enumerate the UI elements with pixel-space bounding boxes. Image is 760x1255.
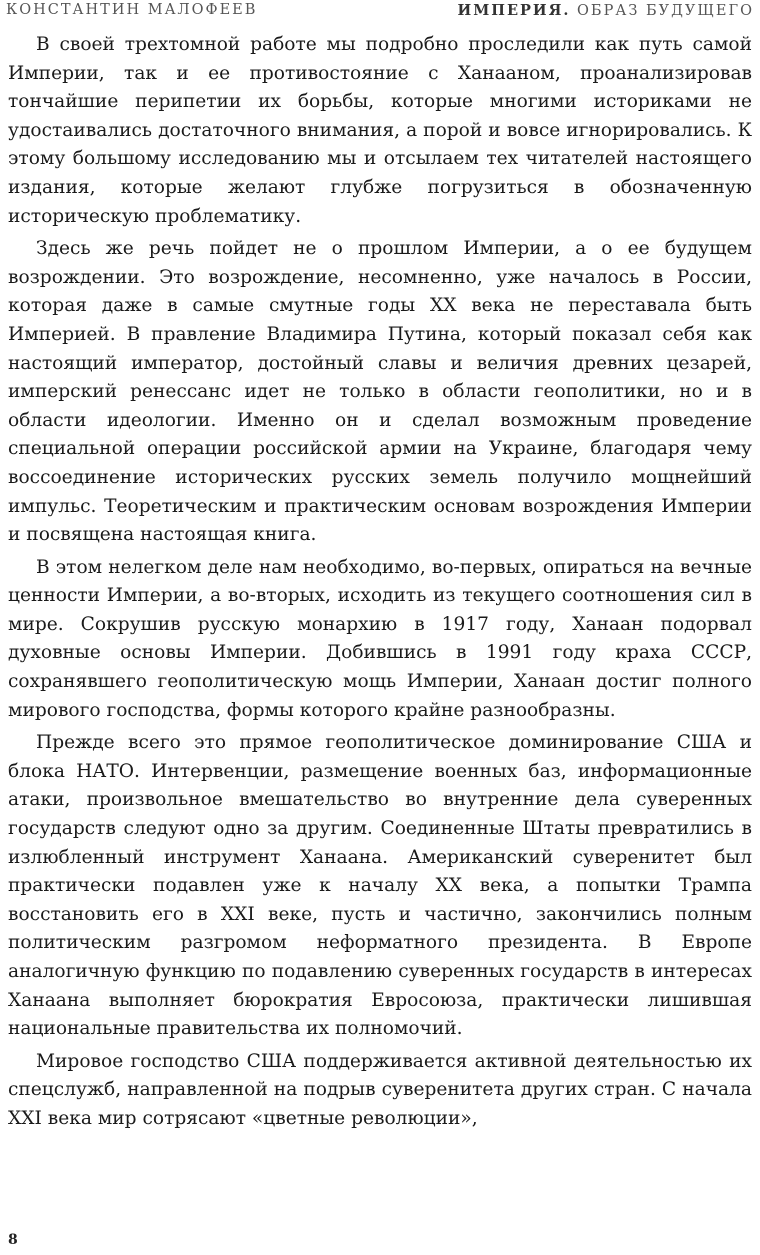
header-author: КОНСТАНТИН МАЛОФЕЕВ [6,2,258,18]
page-body-text [8,31,752,1134]
page-number: 8 [8,1232,18,1248]
header-book-title [458,2,755,19]
paragraph: В своей трехтомной работе мы подробно проследили как путь самой Империи, так и ее противостояние с Ханааном, проанализировав тончайшие перипетии их борьбы, которые многими историками не удостаивались достаточного внимания, а порой и вовсе игнорировались. К этому большому исследованию мы и отсылаем тех читателей настоящего издания, которые желают глубже погрузиться в обозначенную историческую проблематику. [8,34,752,227]
paragraph: Мировое господство США поддерживается активной деятельностью их спецслужб, направленной на подрыв суверенитета других стран. С начала XXI века мир сотрясают «цветные революции», [8,1050,752,1129]
paragraph: Прежде всего это прямое геополитическое доминирование США и блока НАТО. Интервенции, размещение военных баз, информационные атаки, произвольное вмешательство во внутренние дела суверенных государств следуют одно за другим. Соединенные Штаты превратились в излюбленный инструмент Ханаана. Американский суверенитет был практически подавлен уже к началу XX века, а попытки Трампа восстановить его в XXI веке, пусть и частично, закончились полным политическим разгромом неформатного президента. В Европе аналогичную функцию по подавлению суверенных государств в интересах Ханаана выполняет бюрократия Евросоюза, практически лишившая национальные правительства их полномочий. [8,732,752,1040]
paragraph: Здесь же речь пойдет не о прошлом Империи, а о ее будущем возрождении. Это возрождение, несомненно, уже началось в России, которая даже в самые смутные годы XX века не переставала быть Империей. В правление Владимира Путина, который показал себя как настоящий император, достойный славы и величия древних цезарей, имперский ренессанс идет не только в области геополитики, но и в области идеологии. Именно он и сделал возможным проведение специальной операции российской армии на Украине, благодаря чему воссоединение исторических русских земель получило мощнейший импульс. Теоретическим и практическим основам возрождения Империи и посвящена настоящая книга. [8,238,752,546]
header-title-bold: ИМПЕРИЯ. [457,2,571,19]
running-header [6,2,754,26]
paragraph: В этом нелегком деле нам необходимо, во-первых, опираться на вечные ценности Империи, а во-вторых, исходить из текущего соотношения сил в мире. Сокрушив русскую монархию в 1917 году, Ханаан подорвал духовные основы Империи. Добившись в 1991 году краха СССР, сохранявшего геополитическую мощь Империи, Ханаан достиг полного мирового господства, формы которого крайне разнообразны. [8,556,752,721]
header-title-rest: ОБРАЗ БУДУЩЕГО [570,3,754,19]
